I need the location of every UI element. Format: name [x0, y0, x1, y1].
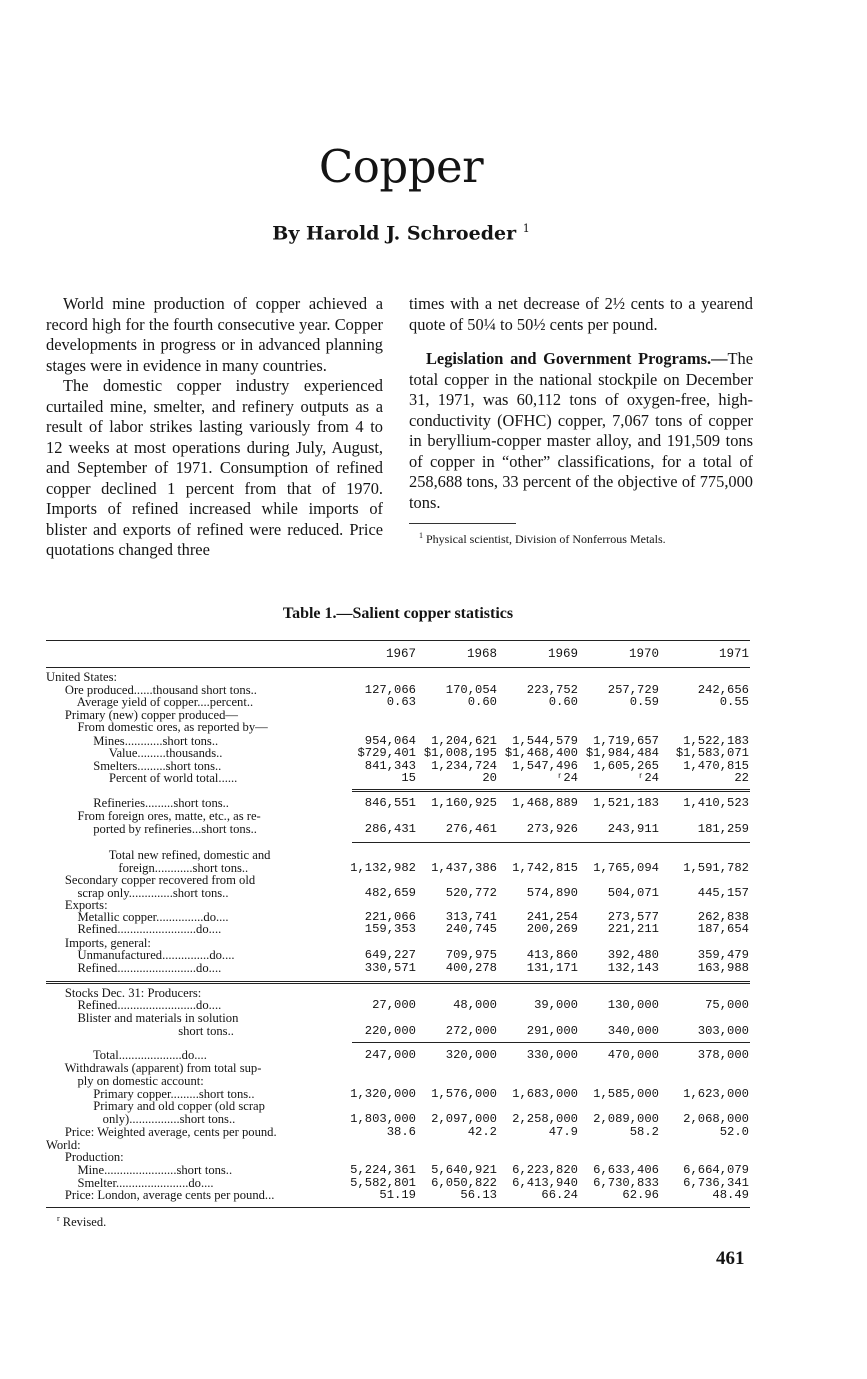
table-cell: 131,171 [526, 961, 578, 975]
row-label: Price: Weighted average, cents per pound. [46, 1125, 277, 1139]
row-label: Value.........thousands.. [46, 746, 223, 760]
table-cell: 2,089,000 [593, 1112, 659, 1126]
table-row [46, 772, 750, 784]
page-title: Copper [318, 140, 484, 193]
body-paragraph: times with a net decrease of 2½ cents to a yearend quote of 50¼ to 50½ cents per pound. [409, 294, 753, 334]
table-cell: 413,860 [526, 948, 578, 962]
table-cell: 130,000 [607, 998, 659, 1012]
table-cell: 0.59 [629, 695, 659, 709]
row-label: Smelter.......................do.... [46, 1176, 214, 1190]
table-cell: 62.96 [622, 1188, 659, 1202]
table-row [46, 999, 750, 1011]
row-label: Percent of world total...... [46, 771, 238, 785]
column-header-year: 1968 [466, 647, 497, 661]
table-cell: 38.6 [386, 1125, 416, 1139]
table-cell: 15 [401, 771, 416, 785]
table-cell: 5,582,801 [350, 1176, 416, 1190]
row-label: World: [46, 1138, 81, 1152]
table-cell: 954,064 [364, 734, 416, 748]
body-paragraph [409, 349, 753, 513]
footnote-mark: 1 [419, 531, 423, 540]
table-cell: 1,544,579 [512, 734, 578, 748]
row-label: Primary copper.........short tons.. [46, 1087, 255, 1101]
table-cell: 1,204,621 [431, 734, 497, 748]
table-row [46, 923, 750, 935]
row-label: ply on domestic account: [46, 1074, 204, 1088]
row-label: Metallic copper...............do.... [46, 910, 229, 924]
table-cell: 163,988 [697, 961, 749, 975]
row-label: Primary (new) copper produced— [46, 708, 238, 722]
row-label: Withdrawals (apparent) from total sup- [46, 1061, 262, 1075]
row-label: Unmanufactured...............do.... [46, 948, 235, 962]
table-cell: 482,659 [364, 886, 416, 900]
section-rule [352, 789, 750, 792]
table-cell: 2,258,000 [512, 1112, 578, 1126]
table-cell: 846,551 [364, 796, 416, 810]
table-cell: 1,742,815 [512, 861, 578, 875]
table-cell: 1,470,815 [683, 759, 749, 773]
revised-mark: r [57, 1214, 60, 1223]
row-label: Refined.........................do.... [46, 961, 222, 975]
row-label: Blister and materials in solution [46, 1011, 239, 1025]
row-label: Imports, general: [46, 936, 151, 950]
table-cell: 1,468,889 [512, 796, 578, 810]
footnote [409, 529, 753, 547]
table-cell: 5,640,921 [431, 1163, 497, 1177]
table-cell: 649,227 [364, 948, 416, 962]
row-label: Primary and old copper (old scrap [46, 1099, 265, 1113]
table-cell: 22 [734, 771, 749, 785]
table-row [46, 671, 750, 683]
table-cell: 320,000 [445, 1048, 497, 1062]
table-cell: 286,431 [364, 822, 416, 836]
table-cell: 20 [482, 771, 497, 785]
row-label: From domestic ores, as reported by— [46, 720, 268, 734]
footnote-marker: 1 [522, 222, 530, 235]
table-cell: 504,071 [607, 886, 659, 900]
table-cell: 330,571 [364, 961, 416, 975]
byline [0, 222, 802, 244]
table-cell: 6,736,341 [683, 1176, 749, 1190]
table-cell: 1,576,000 [431, 1087, 497, 1101]
table-cell: 273,577 [607, 910, 659, 924]
table-row [46, 696, 750, 708]
table-row [46, 1113, 750, 1125]
table-cell: 0.60 [467, 695, 497, 709]
table-cell: 400,278 [445, 961, 497, 975]
table-cell: 39,000 [534, 998, 578, 1012]
row-label: Exports: [46, 898, 108, 912]
table-cell: 181,259 [697, 822, 749, 836]
section-heading: Legislation and Government Programs.— [426, 349, 728, 368]
table-row [46, 747, 750, 759]
table-cell: 330,000 [526, 1048, 578, 1062]
row-label: Refined.........................do.... [46, 922, 222, 936]
row-label: Secondary copper recovered from old [46, 873, 256, 887]
table-cell: 1,719,657 [593, 734, 659, 748]
table-cell: 0.63 [386, 695, 416, 709]
table-cell: 841,343 [364, 759, 416, 773]
table-cell: 1,522,183 [683, 734, 749, 748]
table-row [46, 1075, 750, 1087]
table-bottom-rule [46, 1207, 750, 1208]
table-cell: 247,000 [364, 1048, 416, 1062]
table-cell: 1,437,386 [431, 861, 497, 875]
table-row [46, 823, 750, 835]
row-label: United States: [46, 670, 118, 684]
table-cell: 1,410,523 [683, 796, 749, 810]
table-cell: 220,000 [364, 1024, 416, 1038]
table-row [46, 949, 750, 961]
table-cell: 6,664,079 [683, 1163, 749, 1177]
table-cell: 1,160,925 [431, 796, 497, 810]
row-label: Mine.......................short tons.. [46, 1163, 233, 1177]
table-cell: 6,730,833 [593, 1176, 659, 1190]
table-row [46, 1189, 750, 1201]
table-title: Table 1.—Salient copper statistics [282, 605, 514, 622]
row-label: only)................short tons.. [46, 1112, 236, 1126]
row-label: ported by refineries...short tons.. [46, 822, 257, 836]
column-header-year: 1967 [385, 647, 416, 661]
table-cell: 257,729 [607, 683, 659, 697]
table-cell: 359,479 [697, 948, 749, 962]
row-label: From foreign ores, matte, etc., as re- [46, 809, 261, 823]
table-cell: 5,224,361 [350, 1163, 416, 1177]
table-cell: 1,320,000 [350, 1087, 416, 1101]
table-cell: 574,890 [526, 886, 578, 900]
table-cell: 272,000 [445, 1024, 497, 1038]
column-header-year: 1969 [547, 647, 578, 661]
footnote-divider [409, 523, 516, 524]
body-paragraph: The domestic copper industry experienced curtailed mine, smelter, and refinery outputs as a result of labor strikes lasting variously from 4 to 12 weeks at most operations during July, August, and September of 1971. Consumption of refined copper declined 1 percent from that of 1970. Imports of refined increased while imports of blister and exports of refined were reduced. Price quotations changed three [46, 376, 383, 559]
table-row [46, 721, 750, 733]
author-name: By Harold J. Schroeder [272, 222, 517, 245]
left-column [46, 294, 383, 561]
table-cell: 1,591,782 [683, 861, 749, 875]
revised-text: Revised. [62, 1215, 107, 1230]
table-top-rule [46, 640, 750, 641]
table-row [46, 887, 750, 899]
row-label: Production: [46, 1150, 124, 1164]
table-cell: 303,000 [697, 1024, 749, 1038]
table-cell: $1,583,071 [675, 746, 749, 760]
table-row [46, 797, 750, 809]
row-label: Ore produced......thousand short tons.. [46, 683, 257, 697]
table-cell: 51.19 [379, 1188, 416, 1202]
table-header-rule [46, 667, 750, 668]
right-column [409, 294, 753, 547]
table-row [46, 1062, 750, 1074]
table-cell: 27,000 [372, 998, 416, 1012]
table-cell: 240,745 [445, 922, 497, 936]
table-cell: 276,461 [445, 822, 497, 836]
table-cell: 52.0 [719, 1125, 749, 1139]
table-cell: 221,211 [607, 922, 659, 936]
table-cell: 1,234,724 [431, 759, 497, 773]
row-label: Total new refined, domestic and [46, 848, 271, 862]
table-cell: 1,547,496 [512, 759, 578, 773]
row-label: short tons.. [46, 1024, 234, 1038]
table-cell: 470,000 [607, 1048, 659, 1062]
table-cell: 170,054 [445, 683, 497, 697]
table-row [46, 1100, 750, 1112]
row-label: Mines............short tons.. [46, 734, 219, 748]
table-row [46, 1151, 750, 1163]
row-label: Stocks Dec. 31: Producers: [46, 986, 202, 1000]
table-row [46, 874, 750, 886]
table-cell: 392,480 [607, 948, 659, 962]
table-cell: 6,223,820 [512, 1163, 578, 1177]
table-cell: $729,401 [357, 746, 416, 760]
footnote-text: Physical scientist, Division of Nonferrous Metals. [426, 532, 666, 546]
table-cell: 1,623,000 [683, 1087, 749, 1101]
table-row [46, 1126, 750, 1138]
table-cell: 0.60 [548, 695, 578, 709]
table-row [46, 810, 750, 822]
table-row [46, 1164, 750, 1176]
table-cell: 0.55 [719, 695, 749, 709]
table-cell: 1,132,982 [350, 861, 416, 875]
table-cell: 1,605,265 [593, 759, 659, 773]
table-cell: 378,000 [697, 1048, 749, 1062]
table-cell: 48.49 [712, 1188, 749, 1202]
table-cell: 56.13 [460, 1188, 497, 1202]
table-cell: 709,975 [445, 948, 497, 962]
revised-footnote [57, 1214, 106, 1230]
page-number: 461 [716, 1248, 745, 1269]
table-cell: 1,521,183 [593, 796, 659, 810]
table-cell: $1,008,195 [423, 746, 497, 760]
table-cell: 291,000 [526, 1024, 578, 1038]
table-cell: 1,765,094 [593, 861, 659, 875]
section-rule [46, 981, 750, 984]
row-label: Refineries.........short tons.. [46, 796, 229, 810]
table-cell: $1,984,484 [585, 746, 659, 760]
table-cell: 340,000 [607, 1024, 659, 1038]
row-label: Smelters.........short tons.. [46, 759, 222, 773]
row-label: Average yield of copper....percent.. [46, 695, 254, 709]
table-cell: 313,741 [445, 910, 497, 924]
table-cell: 243,911 [607, 822, 659, 836]
table-cell: 200,269 [526, 922, 578, 936]
table-cell: 445,157 [697, 886, 749, 900]
row-label: Price: London, average cents per pound... [46, 1188, 275, 1202]
row-label: foreign............short tons.. [46, 861, 249, 875]
table-cell: 241,254 [526, 910, 578, 924]
row-label: Refined.........................do.... [46, 998, 222, 1012]
table-cell: 6,633,406 [593, 1163, 659, 1177]
table-row [46, 962, 750, 974]
table-cell: ʳ24 [556, 771, 578, 785]
table-cell: 132,143 [607, 961, 659, 975]
table-cell: 159,353 [364, 922, 416, 936]
table-cell: 42.2 [467, 1125, 497, 1139]
table-cell: 520,772 [445, 886, 497, 900]
table-cell: ʳ24 [637, 771, 659, 785]
table-row [46, 1139, 750, 1151]
table-cell: 242,656 [697, 683, 749, 697]
table-cell: 58.2 [629, 1125, 659, 1139]
row-label: Total....................do.... [46, 1048, 207, 1062]
table-row [46, 849, 750, 861]
table-cell: 187,654 [697, 922, 749, 936]
section-rule [352, 842, 750, 843]
table-row [46, 1012, 750, 1024]
table-cell: 66.24 [541, 1188, 578, 1202]
table-cell: 273,926 [526, 822, 578, 836]
section-text: The total copper in the national stockpile on December 31, 1971, was 60,112 tons of oxygen-free, high-conductivity (OFHC) copper, 7,067 tons of copper in beryllium-copper master alloy, and 191,509 tons of copper in “other” classifications, for a total of 258,688 tons, 33 percent of the objective of 775,000 tons. [409, 349, 753, 512]
table-cell: 1,803,000 [350, 1112, 416, 1126]
table-row [46, 1049, 750, 1061]
table-cell: 6,050,822 [431, 1176, 497, 1190]
table-cell: 223,752 [526, 683, 578, 697]
body-paragraph: World mine production of copper achieved a record high for the fourth consecutive year. Copper developments in progress or in advanced planning stages were in evidence in many countries. [46, 294, 383, 375]
table-cell: 2,097,000 [431, 1112, 497, 1126]
section-rule [352, 1042, 750, 1043]
table-cell: 48,000 [453, 998, 497, 1012]
table-cell: 127,066 [364, 683, 416, 697]
table-cell: 6,413,940 [512, 1176, 578, 1190]
table-cell: 75,000 [705, 998, 749, 1012]
table-cell: 221,066 [364, 910, 416, 924]
table-cell: 1,585,000 [593, 1087, 659, 1101]
table-cell: $1,468,400 [504, 746, 578, 760]
row-label: scrap only..............short tons.. [46, 886, 229, 900]
table-cell: 2,068,000 [683, 1112, 749, 1126]
table-cell: 1,683,000 [512, 1087, 578, 1101]
table-cell: 262,838 [697, 910, 749, 924]
table-row [46, 1025, 750, 1037]
column-header-year: 1970 [628, 647, 659, 661]
column-header-year: 1971 [718, 647, 749, 661]
table-cell: 47.9 [548, 1125, 578, 1139]
